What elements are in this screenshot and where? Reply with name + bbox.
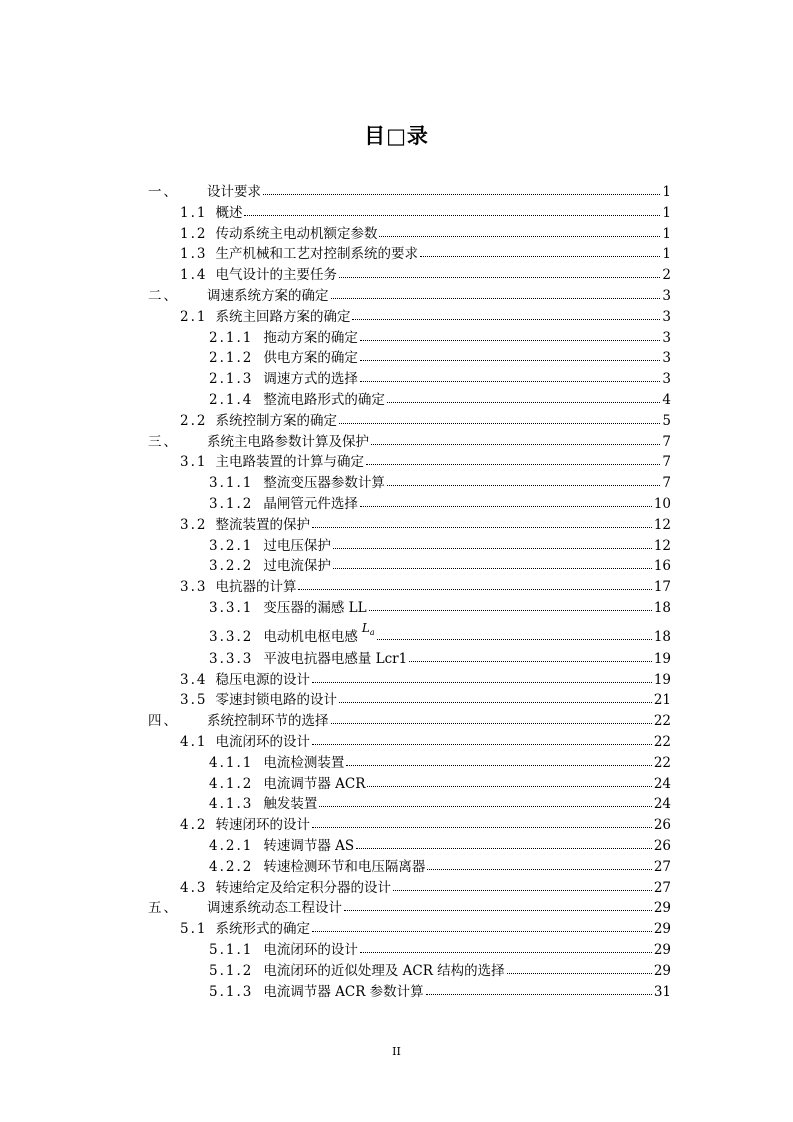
toc-entry-page: 3: [662, 371, 671, 388]
leader-dots: [333, 546, 652, 549]
toc-entry-number: 2.1: [180, 308, 208, 325]
toc-entry-number: 3.2.2: [209, 558, 254, 575]
leader-dots: [360, 950, 652, 953]
toc-entry-page: 21: [653, 692, 671, 709]
toc-entry-title: 晶闸管元件选择: [263, 496, 358, 512]
toc-entry-page: 5: [662, 412, 671, 429]
toc-entry-title: 电动机电枢电感: [263, 628, 358, 645]
toc-entry-page: 29: [653, 962, 671, 979]
toc-entry-title: 系统控制方案的确定: [215, 412, 337, 429]
toc-entry-title: 零速封锁电路的设计: [215, 692, 337, 709]
toc-entry[interactable]: [209, 494, 671, 514]
toc-entry[interactable]: [209, 649, 671, 669]
toc-entry-page: 12: [653, 516, 671, 533]
toc-entry-number: 3.3: [180, 579, 208, 596]
toc-entry[interactable]: [209, 940, 671, 960]
toc-entry[interactable]: [209, 598, 671, 618]
leader-dots: [367, 784, 651, 787]
toc-entry-number: 4.2: [180, 817, 208, 834]
toc-entry-page: 1: [662, 204, 671, 221]
leader-dots: [377, 637, 652, 640]
leader-dots: [409, 659, 652, 662]
leader-dots: [366, 462, 660, 465]
toc-entry[interactable]: [180, 815, 671, 835]
toc-entry-title: 电流闭环的近似处理及 ACR 结构的选择: [263, 962, 505, 979]
toc-entry-title: 转速给定及给定积分器的设计: [215, 879, 391, 896]
toc-entry-number: 4.1.3: [209, 796, 254, 813]
leader-dots: [393, 888, 652, 891]
toc-entry-title: 平波电抗器电感量 Lcr1: [263, 650, 408, 667]
leader-dots: [360, 358, 661, 361]
toc-entry-number: 4.2.1: [209, 838, 254, 854]
toc-entry[interactable]: [209, 473, 671, 493]
toc-entry-title: 触发装置: [263, 796, 318, 813]
toc-entry-page: 3: [662, 350, 671, 367]
toc-entry-page: 18: [653, 600, 671, 616]
toc-entry[interactable]: [180, 577, 671, 597]
toc-entry[interactable]: [209, 753, 671, 773]
toc-entry-page: 16: [653, 558, 671, 575]
toc-entry-number: 3.3.1: [209, 600, 254, 616]
toc-entry-number: 四、: [148, 713, 179, 730]
toc-entry[interactable]: [180, 452, 671, 472]
toc-entry-page: 1: [662, 246, 671, 263]
toc-entry-title: 系统主电路参数计算及保护: [207, 433, 369, 450]
leader-dots: [360, 504, 652, 507]
page-number-footer: II: [392, 1045, 401, 1058]
page-title: 目□录: [364, 124, 429, 148]
toc-entry-title: 电抗器的计算: [215, 579, 297, 596]
toc-entry-number: 3.5: [180, 692, 208, 709]
toc-entry-page: 4: [662, 392, 671, 408]
toc-entry-number: 4.3: [180, 879, 208, 896]
toc-entry-page: 3: [662, 329, 671, 346]
toc-entry-title: 过电压保护: [263, 537, 331, 554]
toc-entry-title: 生产机械和工艺对控制系统的要求: [215, 246, 418, 263]
toc-entry-number: 1.3: [180, 246, 208, 263]
toc-entry-title: 设计要求: [207, 184, 261, 200]
toc-entry-title: 电流闭环的设计: [215, 734, 310, 750]
leader-dots: [298, 587, 651, 590]
leader-dots: [312, 525, 652, 528]
leader-dots: [387, 400, 661, 403]
toc-entry[interactable]: [148, 286, 671, 306]
toc-entry[interactable]: [180, 690, 671, 710]
toc-entry-number: 1.1: [180, 204, 208, 221]
leader-dots: [312, 929, 652, 932]
toc-entry-page: 29: [653, 900, 671, 917]
toc-entry-page: 1: [662, 184, 671, 200]
toc-entry-title: 整流变压器参数计算: [263, 475, 385, 492]
toc-entry-number: 五、: [148, 900, 179, 917]
leader-dots: [339, 275, 660, 278]
toc-entry-page: 27: [653, 879, 671, 896]
toc-entry-page: 7: [662, 454, 671, 471]
toc-entry[interactable]: [180, 411, 671, 431]
toc-entry-title: 概述: [215, 204, 243, 221]
leader-dots: [312, 680, 652, 683]
toc-entry-number: 二、: [148, 288, 179, 304]
toc-entry[interactable]: [209, 794, 671, 814]
toc-entry[interactable]: [209, 620, 671, 647]
toc-entry-number: 5.1.1: [209, 942, 254, 958]
inductance-symbol: $L_a$: [361, 620, 375, 637]
toc-entry-title: 拖动方案的确定: [263, 329, 358, 346]
toc-entry-page: 2: [662, 267, 671, 284]
toc-entry-title: 调速系统动态工程设计: [207, 900, 342, 917]
toc-entry-page: 24: [653, 775, 671, 792]
toc-entry[interactable]: [180, 265, 671, 285]
toc-entry-number: 1.2: [180, 225, 208, 242]
leader-dots: [369, 608, 652, 611]
toc-entry-page: 10: [653, 496, 671, 512]
toc-entry-page: 31: [653, 983, 671, 1000]
toc-entry-number: 4.2.2: [209, 858, 254, 875]
toc-entry-page: 19: [653, 671, 671, 688]
toc-entry-number: 2.1.4: [209, 392, 254, 408]
toc-entry-title: 主电路装置的计算与确定: [215, 454, 364, 471]
toc-entry-number: 2.1.1: [209, 329, 254, 346]
toc-entry[interactable]: [209, 556, 671, 576]
toc-entry-title: 电气设计的主要任务: [215, 267, 337, 284]
toc-entry-number: 4.1.2: [209, 775, 254, 792]
toc-entry-number: 3.1.1: [209, 475, 254, 492]
leader-dots: [331, 721, 652, 724]
toc-entry-title: 转速闭环的设计: [215, 817, 310, 834]
toc-entry[interactable]: [209, 328, 671, 348]
toc-entry-number: 三、: [148, 433, 179, 450]
leader-dots: [312, 825, 652, 828]
toc-entry[interactable]: [209, 982, 671, 1002]
toc-entry[interactable]: [180, 670, 671, 690]
toc-entry[interactable]: [209, 536, 671, 556]
toc-entry-page: 12: [653, 537, 671, 554]
toc-entry[interactable]: [180, 515, 671, 535]
toc-entry[interactable]: [209, 390, 671, 410]
toc-entry-title: 系统形式的确定: [215, 921, 310, 938]
leader-dots: [356, 846, 652, 849]
leader-dots: [387, 483, 661, 486]
toc-entry-number: 一、: [148, 184, 179, 200]
toc-entry[interactable]: [180, 244, 671, 264]
toc-entry[interactable]: [180, 203, 671, 223]
leader-dots: [344, 908, 652, 911]
toc-entry-title: 系统控制环节的选择: [207, 713, 329, 730]
toc-entry-title: 电流检测装置: [263, 754, 345, 771]
toc-entry-title: 调速方式的选择: [263, 371, 358, 388]
toc-entry-page: 3: [662, 308, 671, 325]
toc-entry-page: 18: [653, 628, 671, 645]
leader-dots: [352, 317, 660, 320]
leader-dots: [426, 992, 652, 995]
toc-entry-page: 24: [653, 796, 671, 813]
toc-entry-page: 1: [662, 225, 671, 242]
toc-entry-page: 7: [662, 475, 671, 492]
leader-dots: [339, 421, 660, 424]
toc-entry-title: 变压器的漏感 LL: [263, 600, 367, 616]
toc-entry-title: 传动系统主电动机额定参数: [215, 225, 378, 242]
toc-entry-title: 系统主回路方案的确定: [215, 308, 351, 325]
toc-entry-number: 3.1: [180, 454, 208, 471]
toc-entry-page: 26: [653, 817, 671, 834]
toc-entry-page: 29: [653, 942, 671, 958]
toc-entry-number: 3.1.2: [209, 496, 254, 512]
toc-entry-page: 26: [653, 838, 671, 854]
toc-entry-title: 过电流保护: [263, 558, 331, 575]
toc-entry-number: 4.1.1: [209, 754, 254, 771]
leader-dots: [346, 763, 651, 766]
leader-dots: [312, 742, 652, 745]
toc-entry[interactable]: [180, 878, 671, 898]
toc-entry-number: 5.1.2: [209, 962, 254, 979]
toc-entry[interactable]: [209, 369, 671, 389]
toc-entry-page: 22: [653, 734, 671, 750]
toc-entry-number: 3.4: [180, 671, 208, 688]
toc-entry[interactable]: [148, 898, 671, 918]
leader-dots: [507, 971, 652, 974]
toc-entry[interactable]: [209, 348, 671, 368]
leader-dots: [263, 192, 660, 195]
leader-dots: [371, 442, 660, 445]
leader-dots: [420, 254, 660, 257]
toc-entry[interactable]: [148, 711, 671, 731]
toc-entry[interactable]: [209, 961, 671, 981]
toc-entry-page: 22: [653, 713, 671, 730]
toc-entry-number: 5.1: [180, 921, 208, 938]
toc-entry-title: 电流闭环的设计: [263, 942, 358, 958]
toc-entry-number: 3.3.2: [209, 628, 254, 645]
toc-entry-number: 1.4: [180, 267, 208, 284]
leader-dots: [319, 804, 651, 807]
toc-entry-title: 整流装置的保护: [215, 516, 310, 533]
leader-dots: [244, 213, 660, 216]
toc-entry-page: 22: [653, 754, 671, 771]
toc-entry[interactable]: [180, 307, 671, 327]
leader-dots: [427, 867, 651, 870]
toc-entry[interactable]: [209, 836, 671, 856]
toc-entry-number: 3.3.3: [209, 650, 254, 667]
toc-entry-page: 19: [653, 650, 671, 667]
toc-entry-number: 2.1.2: [209, 350, 254, 367]
toc-entry[interactable]: [148, 182, 671, 202]
toc-entry-title: 转速调节器 AS: [263, 838, 355, 854]
toc-entry[interactable]: [180, 224, 671, 244]
toc-entry-number: 2.1.3: [209, 371, 254, 388]
toc-entry-page: 29: [653, 921, 671, 938]
leader-dots: [360, 338, 661, 341]
toc-entry[interactable]: [148, 432, 671, 452]
toc-entry-title: 电流调节器 ACR: [263, 775, 366, 792]
leader-dots: [360, 379, 661, 382]
toc-entry-title: 调速系统方案的确定: [207, 288, 329, 304]
toc-entry-page: 27: [653, 858, 671, 875]
toc-entry-page: 7: [662, 433, 671, 450]
toc-entry-title: 整流电路形式的确定: [263, 392, 385, 408]
leader-dots: [379, 234, 660, 237]
toc-entry-page: 17: [653, 579, 671, 596]
toc-entry-title: 稳压电源的设计: [215, 671, 310, 688]
toc-entry[interactable]: [180, 919, 671, 939]
toc-entry[interactable]: [209, 774, 671, 794]
leader-dots: [339, 700, 652, 703]
toc-entry-number: 3.2.1: [209, 537, 254, 554]
leader-dots: [333, 566, 652, 569]
toc-entry-number: 4.1: [180, 734, 208, 750]
toc-entry[interactable]: [209, 857, 671, 877]
toc-entry-page: 3: [662, 288, 671, 304]
toc-entry-number: 3.2: [180, 516, 208, 533]
toc-entry-title: 供电方案的确定: [263, 350, 358, 367]
toc-entry[interactable]: [180, 732, 671, 752]
toc-entry-number: 5.1.3: [209, 983, 254, 1000]
toc-entry-title: 电流调节器 ACR 参数计算: [263, 983, 424, 1000]
toc-entry-number: 2.2: [180, 412, 208, 429]
leader-dots: [331, 296, 661, 299]
toc-entry-title: 转速检测环节和电压隔离器: [263, 858, 426, 875]
